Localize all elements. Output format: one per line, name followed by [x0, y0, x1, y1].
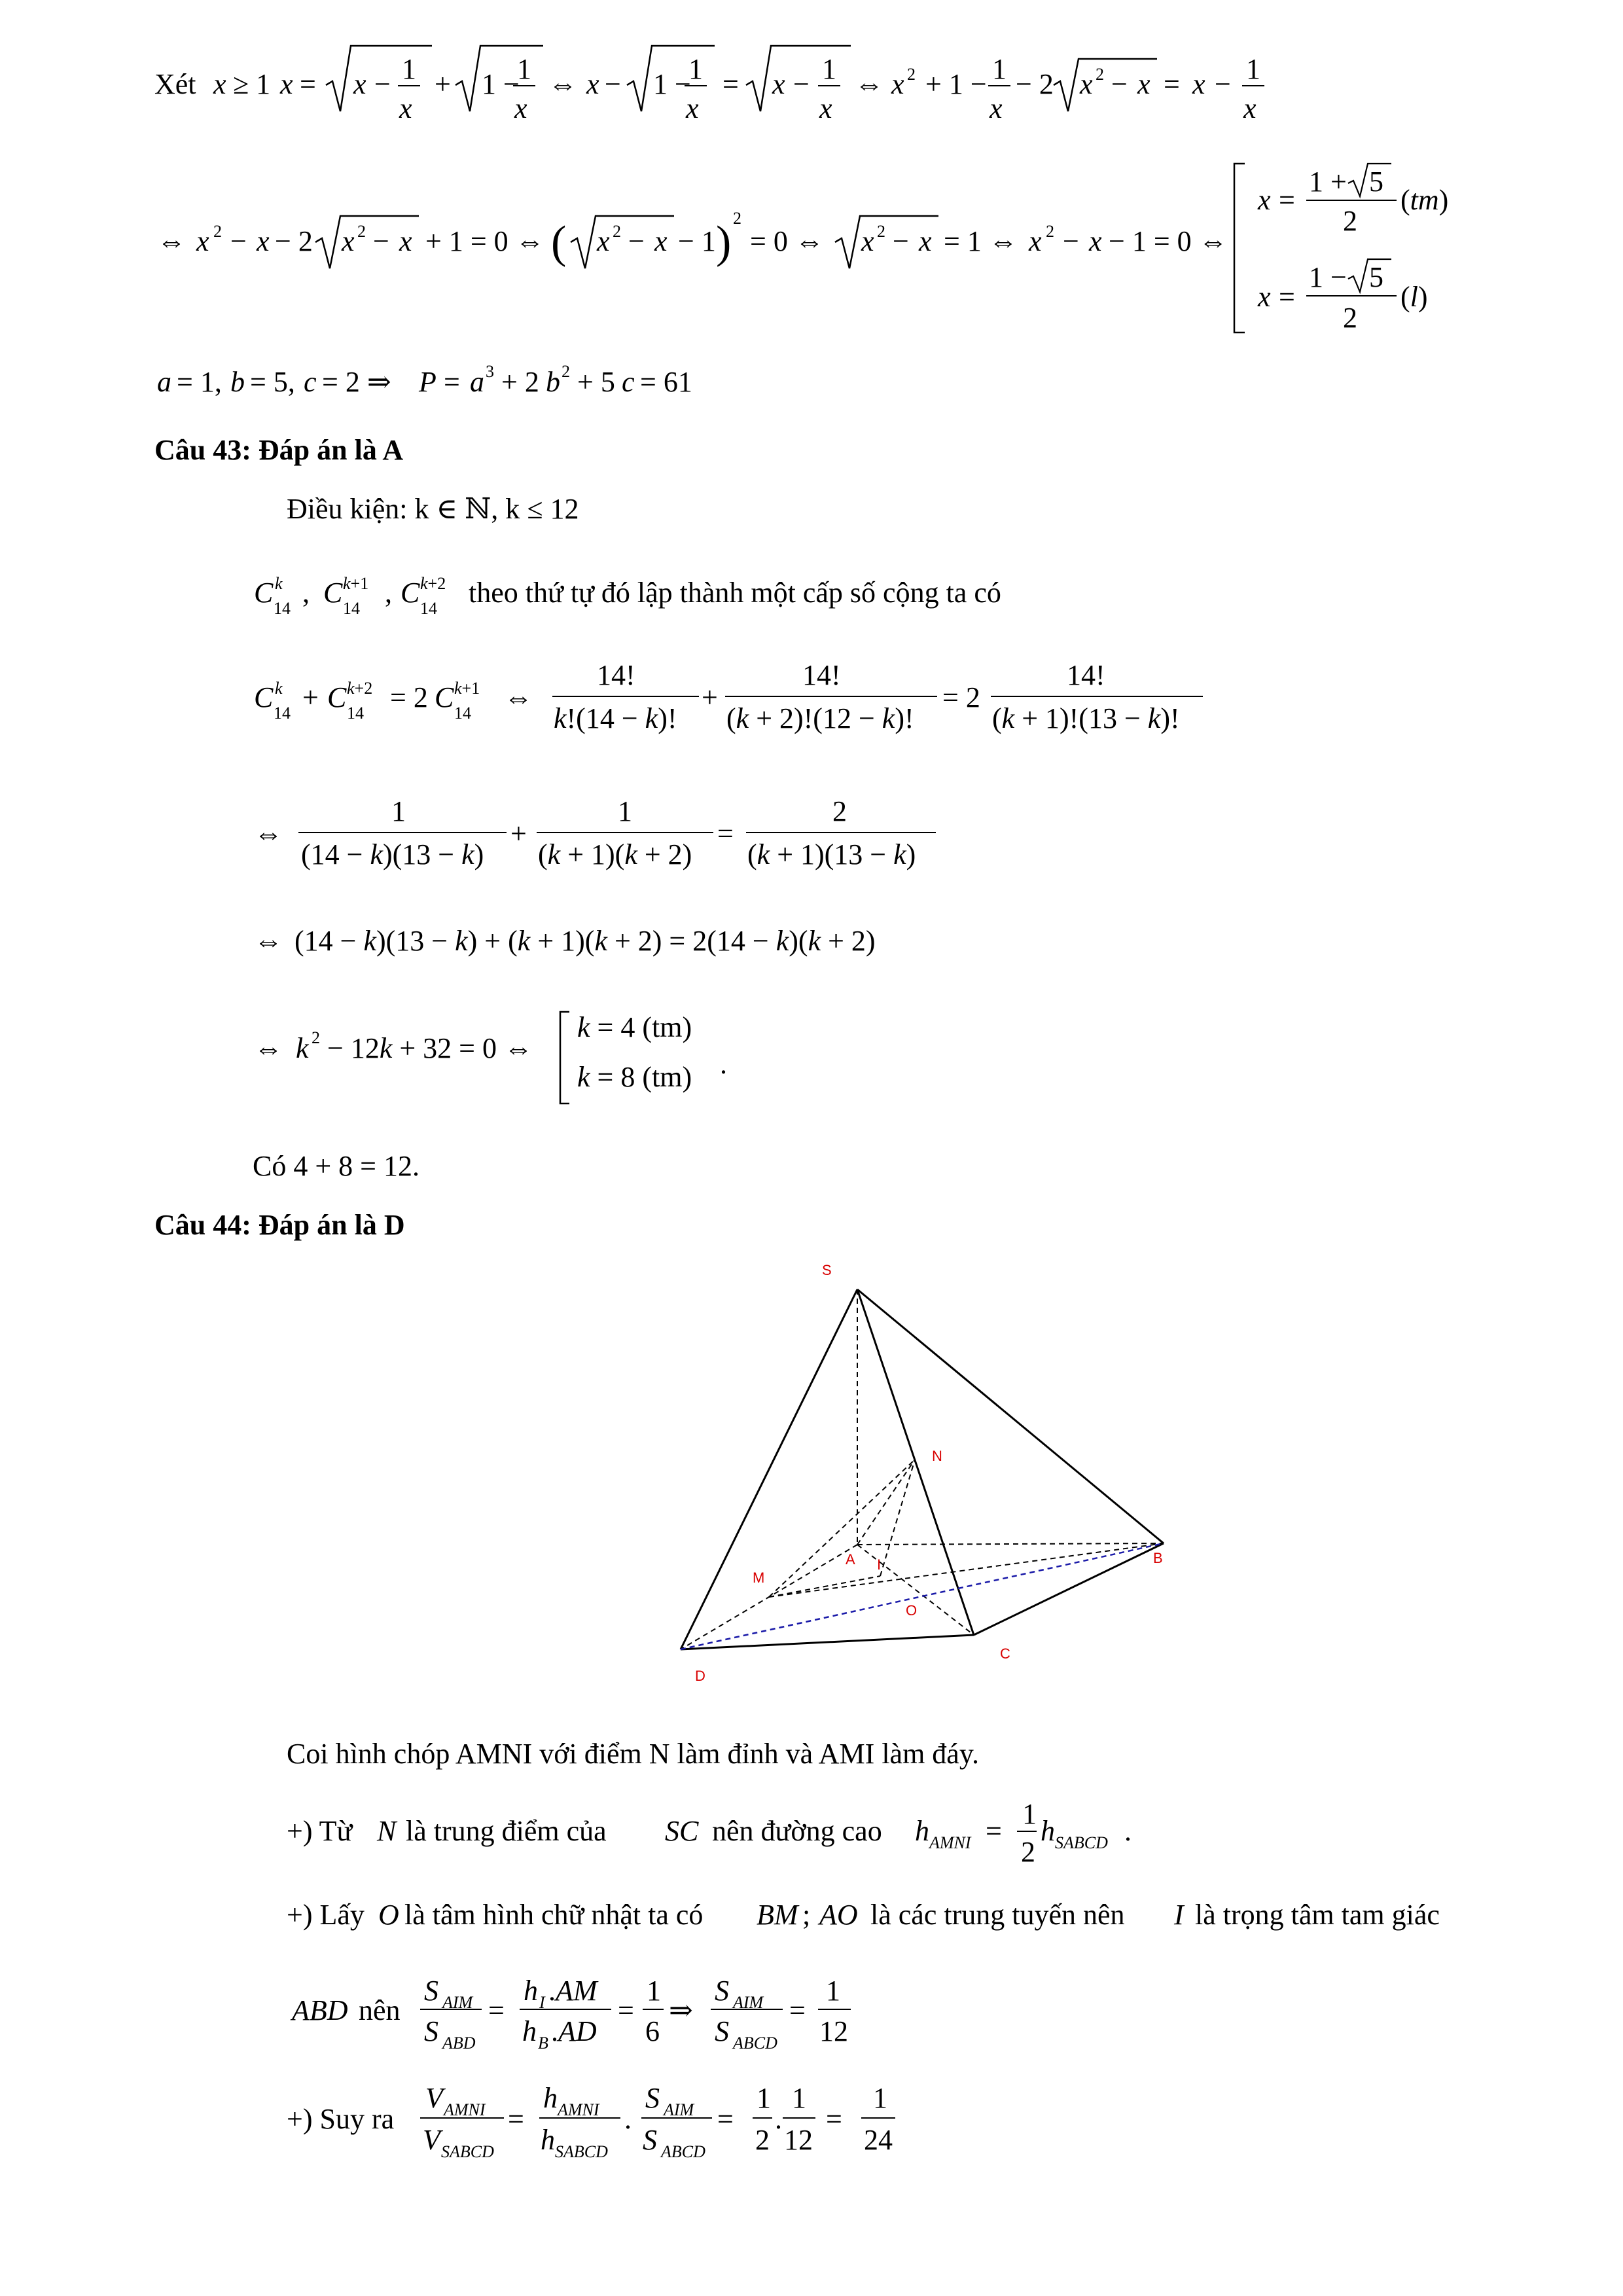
svg-text:− 1 = 0 ⇔: − 1 = 0 ⇔: [1109, 225, 1228, 257]
svg-text:+ 5: + 5: [577, 366, 615, 398]
svg-text:x: x: [654, 225, 668, 257]
svg-text:=: =: [618, 1994, 634, 2026]
svg-text:− 2: − 2: [275, 225, 313, 257]
svg-text:1 −: 1 −: [653, 68, 691, 100]
svg-text:I: I: [877, 1556, 882, 1573]
svg-text:(14 − k)(13 − k) + (k + 1)(k +: (14 − k)(13 − k) + (k + 1)(k + 2) = 2(14 − k)(k + 2): [294, 925, 876, 957]
svg-text:−: −: [230, 225, 247, 257]
question-43-conclusion: Có 4 + 8 = 12.: [253, 1150, 419, 1182]
svg-text:2: 2: [733, 209, 741, 228]
svg-text:x: x: [280, 68, 293, 100]
svg-text:1: 1: [402, 53, 416, 85]
svg-text:x: x: [819, 92, 832, 124]
svg-text:− 1: − 1: [678, 225, 716, 257]
svg-text:1: 1: [688, 53, 703, 85]
svg-text:ABD: ABD: [292, 1994, 348, 2026]
svg-text:x: x: [919, 225, 932, 257]
svg-text:12: 12: [784, 2124, 813, 2156]
svg-text:x: x: [399, 225, 412, 257]
svg-text:S: S: [822, 1262, 832, 1278]
svg-text:x: x: [1029, 225, 1042, 257]
svg-text:SABCD: SABCD: [441, 2142, 494, 2161]
svg-text:=: =: [986, 1815, 1002, 1847]
svg-text:.: .: [775, 2103, 782, 2135]
svg-text:ABCD: ABCD: [661, 2142, 705, 2161]
svg-text:1: 1: [757, 2082, 771, 2114]
svg-text:k = 8 (tm): k = 8 (tm): [577, 1061, 692, 1093]
svg-text:AIM: AIM: [442, 1993, 473, 2012]
pyramid-figure: [654, 1257, 1191, 1689]
svg-text:x: x: [990, 92, 1003, 124]
svg-text:12: 12: [819, 2015, 848, 2047]
svg-text:S: S: [715, 2015, 729, 2047]
svg-text:nên: nên: [359, 1994, 401, 2026]
svg-text:≥ 1: ≥ 1: [233, 68, 271, 100]
svg-text:x: x: [342, 225, 355, 257]
svg-text:− 12k + 32 = 0 ⇔: − 12k + 32 = 0 ⇔: [327, 1032, 533, 1064]
svg-text:k: k: [275, 574, 283, 593]
svg-text:theo thứ tự đó lập thành một c: theo thứ tự đó lập thành một cấp số cộng ta có: [469, 577, 1001, 609]
svg-text:a: a: [470, 366, 484, 398]
svg-text:(k + 1)(k + 2): (k + 1)(k + 2): [538, 838, 692, 870]
svg-text:1: 1: [647, 1975, 661, 2007]
svg-text:nên đường cao: nên đường cao: [712, 1815, 882, 1847]
solution-42-math: [0, 0, 1623, 419]
svg-text:1 −: 1 −: [1309, 261, 1347, 293]
svg-text:S: S: [424, 2015, 438, 2047]
svg-text:−: −: [1215, 68, 1231, 100]
svg-text:x: x: [213, 68, 226, 100]
svg-text:(k + 1)(13 − k): (k + 1)(13 − k): [747, 838, 916, 870]
svg-text:2: 2: [877, 222, 885, 241]
svg-text:(l): (l): [1400, 281, 1428, 313]
svg-text:k!(14 − k)!: k!(14 − k)!: [554, 702, 677, 734]
svg-text:S: S: [424, 1975, 438, 2007]
svg-text:1: 1: [873, 2082, 887, 2114]
svg-text:C: C: [435, 681, 454, 713]
svg-text:x: x: [257, 225, 270, 257]
svg-text:c: c: [304, 366, 317, 398]
svg-text:h: h: [541, 2124, 555, 2156]
svg-text:k = 4 (tm): k = 4 (tm): [577, 1011, 692, 1043]
svg-text:.AD: .AD: [551, 2015, 597, 2047]
svg-text:=: =: [717, 2103, 734, 2135]
svg-text:B: B: [538, 2034, 548, 2053]
svg-text:C: C: [327, 681, 347, 713]
svg-text:AIM: AIM: [733, 1993, 764, 2012]
svg-text:O: O: [906, 1602, 918, 1619]
svg-text:(tm): (tm): [1400, 184, 1449, 216]
svg-text:AMNI: AMNI: [558, 2100, 599, 2119]
svg-text:14!: 14!: [802, 659, 841, 691]
question-43-math: [0, 563, 1623, 1165]
svg-text:P: P: [419, 366, 437, 398]
svg-text:(k + 2)!(12 − k)!: (k + 2)!(12 − k)!: [726, 702, 914, 734]
svg-text:O: O: [378, 1899, 399, 1931]
svg-text:14: 14: [347, 704, 364, 723]
svg-text:x: x: [586, 68, 599, 100]
svg-text:2: 2: [357, 222, 366, 241]
svg-text:x: x: [1258, 281, 1271, 313]
svg-text:1: 1: [1246, 53, 1260, 85]
question-43-condition: Điều kiện: k ∈ ℕ, k ≤ 12: [287, 493, 579, 525]
svg-text:24: 24: [864, 2124, 893, 2156]
svg-text:x: x: [1080, 68, 1093, 100]
svg-text:AMNI: AMNI: [929, 1833, 971, 1852]
svg-text:b: b: [230, 366, 245, 398]
svg-text:⇔: ⇔: [254, 925, 283, 957]
svg-text:2: 2: [755, 2124, 770, 2156]
svg-text:C: C: [401, 577, 420, 609]
svg-text:.: .: [1124, 1815, 1132, 1847]
svg-text:x: x: [686, 92, 699, 124]
svg-text:1: 1: [618, 795, 632, 827]
svg-text:⇔: ⇔: [254, 817, 283, 850]
svg-text:1 −: 1 −: [482, 68, 520, 100]
svg-text:=: =: [300, 68, 316, 100]
svg-text:1: 1: [992, 53, 1007, 85]
question-44-line1: Coi hình chóp AMNI với điểm N làm đỉnh và AMI làm đáy.: [287, 1738, 979, 1770]
svg-text:1: 1: [822, 53, 836, 85]
svg-text:I: I: [539, 1993, 545, 2012]
svg-text:−: −: [605, 68, 621, 100]
svg-text:SABCD: SABCD: [1055, 1833, 1108, 1852]
svg-text:1: 1: [391, 795, 406, 827]
svg-text:=: =: [717, 817, 734, 850]
svg-text:2: 2: [907, 65, 916, 84]
svg-text:2: 2: [1021, 1836, 1035, 1868]
svg-text:x: x: [196, 225, 209, 257]
svg-text:14!: 14!: [1067, 659, 1105, 691]
svg-text:(14 − k)(13 − k): (14 − k)(13 − k): [301, 838, 484, 870]
svg-text:=: =: [1164, 68, 1180, 100]
svg-text:+ 1 −: + 1 −: [925, 68, 987, 100]
svg-text:=: =: [789, 1994, 806, 2026]
svg-text:b: b: [546, 366, 560, 398]
svg-text:2: 2: [312, 1028, 320, 1047]
question-44-math: [0, 1780, 1623, 2173]
question-44-heading: Câu 44: Đáp án là D: [154, 1209, 405, 1241]
svg-text:− 2: − 2: [1016, 68, 1054, 100]
svg-text:là tâm hình chữ nhật ta có: là tâm hình chữ nhật ta có: [404, 1899, 704, 1931]
svg-text:Xét: Xét: [154, 68, 196, 100]
svg-text:1 +: 1 +: [1309, 166, 1347, 198]
svg-text:AO: AO: [819, 1899, 858, 1931]
svg-text:14: 14: [274, 704, 291, 723]
svg-text:14: 14: [343, 599, 360, 618]
svg-text:=: =: [826, 2103, 842, 2135]
svg-text:V: V: [423, 2124, 440, 2156]
svg-text:h: h: [522, 2015, 537, 2047]
svg-text:): ): [716, 217, 732, 268]
svg-text:BM: BM: [757, 1899, 798, 1931]
svg-text:C: C: [323, 577, 343, 609]
svg-text:.: .: [624, 2103, 632, 2135]
svg-text:(k + 1)!(13 − k)!: (k + 1)!(13 − k)!: [992, 702, 1180, 734]
svg-text:1: 1: [1022, 1798, 1037, 1830]
svg-text:⇔: ⇔: [855, 68, 883, 100]
svg-text:14: 14: [420, 599, 437, 618]
svg-text:−: −: [893, 225, 909, 257]
svg-text:x: x: [514, 92, 527, 124]
svg-text:⇔: ⇔: [254, 1032, 283, 1064]
svg-text:x: x: [1137, 68, 1150, 100]
svg-text:.: .: [720, 1048, 727, 1080]
svg-text:−: −: [374, 68, 391, 100]
svg-text:C: C: [254, 577, 274, 609]
svg-text:x: x: [597, 225, 610, 257]
svg-text:⇔: ⇔: [157, 225, 186, 257]
svg-text:=: =: [488, 1994, 505, 2026]
svg-text:2: 2: [1046, 222, 1054, 241]
svg-text:N: N: [932, 1448, 942, 1464]
svg-text:+: +: [302, 681, 319, 713]
svg-text:6: 6: [645, 2015, 660, 2047]
svg-text:x: x: [353, 68, 366, 100]
svg-text:là trọng tâm tam giác: là trọng tâm tam giác: [1195, 1899, 1440, 1931]
svg-text:x: x: [1192, 68, 1205, 100]
svg-text:=: =: [508, 2103, 524, 2135]
svg-text:+) Lấy: +) Lấy: [287, 1899, 365, 1931]
svg-text:= 61: = 61: [640, 366, 692, 398]
svg-text:5: 5: [1369, 261, 1383, 293]
svg-text:S: S: [715, 1975, 729, 2007]
svg-text:2: 2: [1096, 65, 1104, 84]
svg-text:x: x: [1243, 92, 1257, 124]
svg-text:x: x: [1089, 225, 1102, 257]
svg-text:2: 2: [1343, 205, 1357, 237]
svg-text:.AM: .AM: [548, 1975, 597, 2007]
svg-text:k+2: k+2: [420, 574, 446, 593]
svg-text:1: 1: [792, 2082, 806, 2114]
svg-text:k: k: [275, 679, 283, 698]
svg-text:= 5,: = 5,: [250, 366, 295, 398]
svg-text:,: ,: [302, 577, 310, 609]
svg-text:= 1,: = 1,: [177, 366, 222, 398]
svg-text:=: =: [722, 68, 739, 100]
svg-text:I: I: [1174, 1899, 1184, 1931]
svg-text:14!: 14!: [597, 659, 635, 691]
svg-text:h: h: [1041, 1815, 1055, 1847]
svg-text:x: x: [399, 92, 412, 124]
svg-text:ABCD: ABCD: [733, 2034, 777, 2053]
svg-text:= 2: = 2: [942, 681, 980, 713]
svg-text:AMNI: AMNI: [444, 2100, 486, 2119]
svg-text:k+1: k+1: [343, 574, 369, 593]
svg-text:=: =: [1279, 184, 1295, 216]
svg-text:N: N: [377, 1815, 397, 1847]
svg-text:+: +: [510, 817, 527, 850]
svg-text:C: C: [1000, 1645, 1010, 1662]
svg-text:k: k: [296, 1032, 309, 1064]
svg-text:D: D: [695, 1668, 705, 1684]
svg-text:+) Suy ra: +) Suy ra: [287, 2103, 395, 2135]
svg-text:là trung điểm của: là trung điểm của: [406, 1815, 607, 1847]
svg-text:x: x: [861, 225, 874, 257]
svg-text:2: 2: [613, 222, 621, 241]
svg-text:⇔: ⇔: [504, 681, 533, 713]
svg-text:3: 3: [486, 362, 494, 381]
svg-text:2: 2: [832, 795, 847, 827]
svg-text:+: +: [435, 68, 451, 100]
svg-text:= 0 ⇔: = 0 ⇔: [750, 225, 824, 257]
svg-text:;: ;: [802, 1899, 811, 1931]
svg-text:2: 2: [562, 362, 570, 381]
svg-text:−: −: [1111, 68, 1128, 100]
svg-text:M: M: [753, 1570, 765, 1586]
svg-text:+ 2: + 2: [501, 366, 539, 398]
svg-text:h: h: [915, 1815, 929, 1847]
svg-text:x: x: [891, 68, 904, 100]
svg-text:14: 14: [454, 704, 471, 723]
svg-text:,: ,: [385, 577, 392, 609]
svg-text:là các trung tuyến nên: là các trung tuyến nên: [870, 1899, 1125, 1931]
svg-text:=: =: [444, 366, 460, 398]
svg-text:+) Từ: +) Từ: [287, 1815, 353, 1847]
svg-text:1: 1: [826, 1975, 840, 2007]
svg-text:+ 1 = 0 ⇔: + 1 = 0 ⇔: [425, 225, 544, 257]
svg-text:ABD: ABD: [442, 2034, 476, 2053]
svg-text:(: (: [551, 217, 567, 268]
svg-text:AIM: AIM: [664, 2100, 694, 2119]
svg-text:−: −: [1063, 225, 1079, 257]
svg-text:k+1: k+1: [454, 679, 480, 698]
svg-text:c: c: [622, 366, 635, 398]
svg-text:⇔: ⇔: [548, 68, 577, 100]
svg-text:h: h: [524, 1975, 538, 2007]
question-43-heading: Câu 43: Đáp án là A: [154, 434, 404, 466]
svg-text:SC: SC: [665, 1815, 699, 1847]
svg-text:S: S: [645, 2082, 660, 2114]
svg-text:−: −: [793, 68, 810, 100]
svg-text:V: V: [425, 2082, 443, 2114]
svg-text:= 2 ⇒: = 2 ⇒: [322, 366, 391, 398]
svg-text:C: C: [254, 681, 274, 713]
svg-text:SABCD: SABCD: [555, 2142, 608, 2161]
svg-text:1: 1: [517, 53, 531, 85]
svg-text:+: +: [702, 681, 718, 713]
svg-text:k+2: k+2: [347, 679, 373, 698]
svg-text:−: −: [373, 225, 389, 257]
svg-text:= 1 ⇔: = 1 ⇔: [944, 225, 1018, 257]
svg-text:S: S: [643, 2124, 657, 2156]
svg-text:= 2: = 2: [390, 681, 428, 713]
svg-text:14: 14: [274, 599, 291, 618]
svg-text:⇒: ⇒: [669, 1994, 693, 2026]
svg-text:h: h: [543, 2082, 558, 2114]
svg-text:2: 2: [213, 222, 222, 241]
svg-text:A: A: [846, 1551, 855, 1568]
svg-text:B: B: [1153, 1550, 1163, 1566]
svg-text:2: 2: [1343, 302, 1357, 334]
svg-text:a: a: [157, 366, 171, 398]
svg-text:−: −: [628, 225, 645, 257]
svg-text:x: x: [772, 68, 785, 100]
svg-text:5: 5: [1369, 166, 1383, 198]
svg-text:=: =: [1279, 281, 1295, 313]
svg-text:x: x: [1258, 184, 1271, 216]
